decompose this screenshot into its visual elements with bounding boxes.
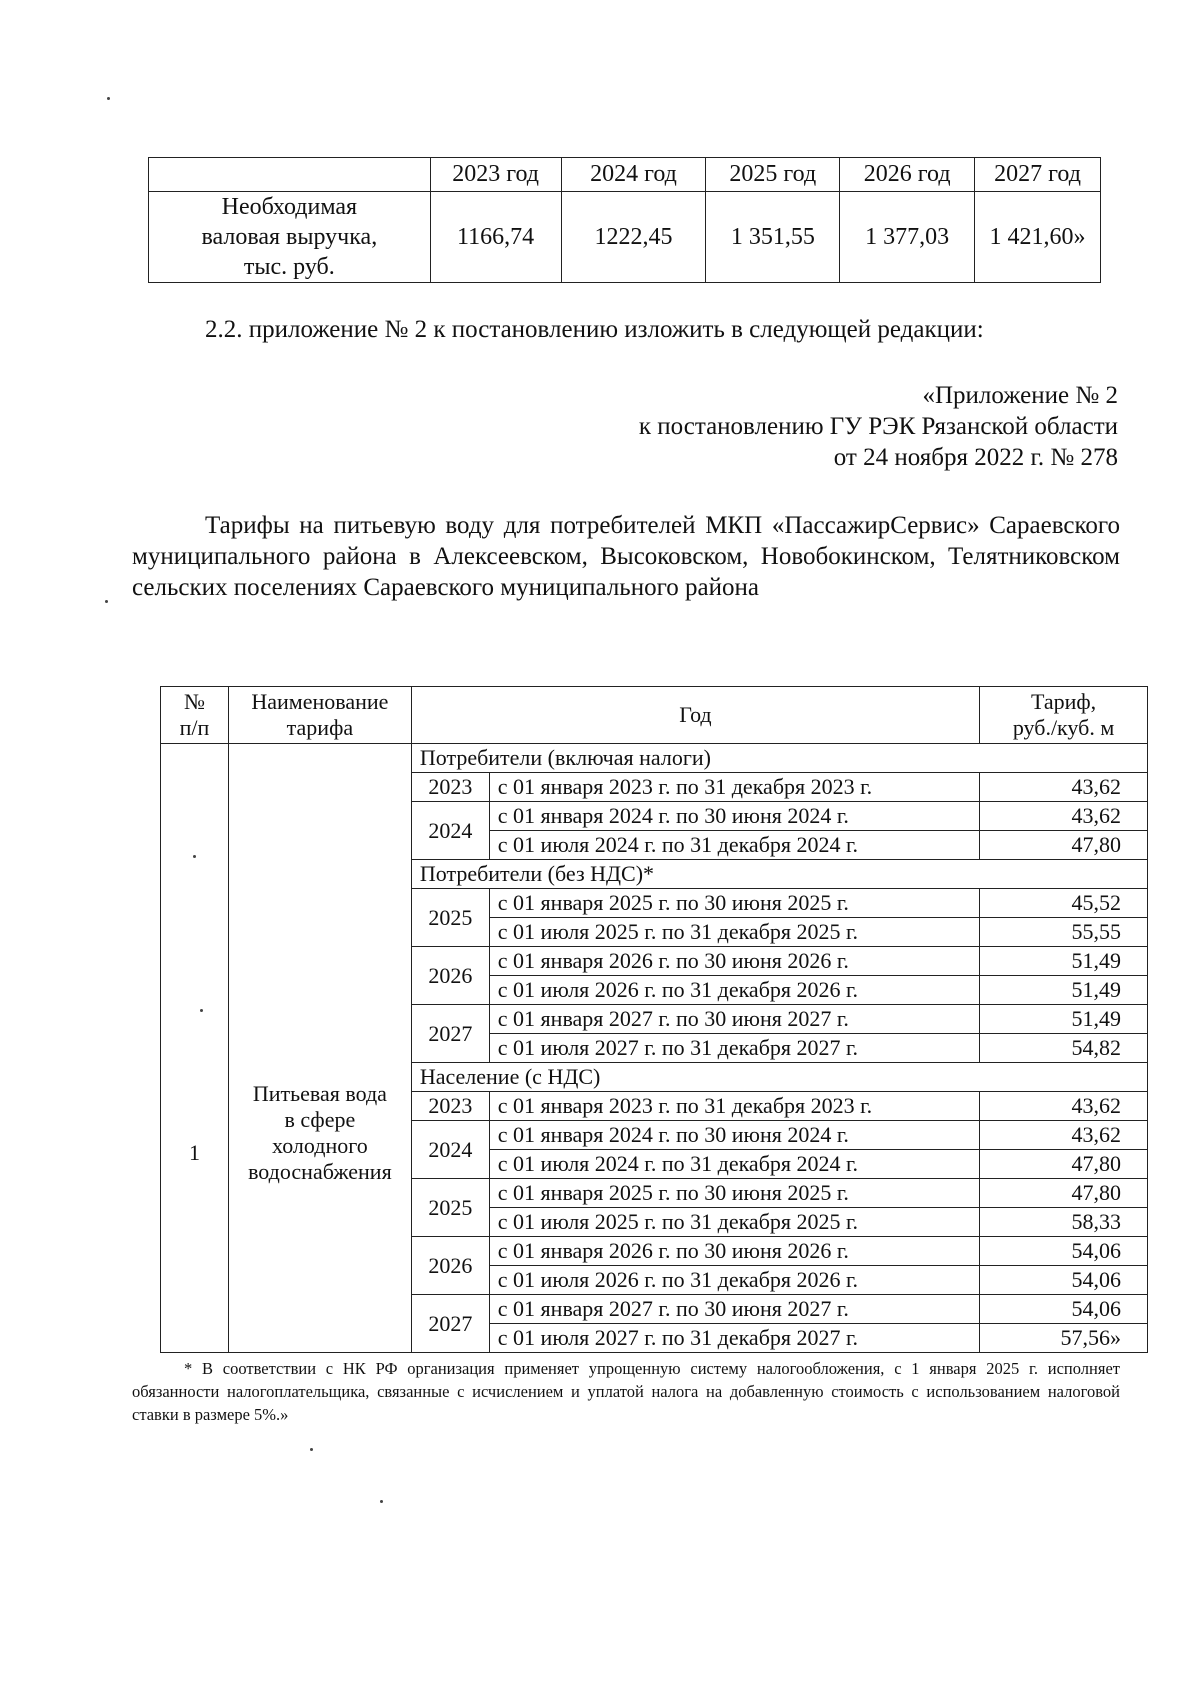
tariff-value-cell: 51,49 xyxy=(980,976,1148,1005)
tariff-name-cell xyxy=(228,744,411,1353)
tariff-value-cell: 45,52 xyxy=(980,889,1148,918)
year-cell: 2023 xyxy=(411,1092,489,1121)
tariff-value-cell: 54,06 xyxy=(980,1266,1148,1295)
tariff-value-cell: 54,06 xyxy=(980,1295,1148,1324)
tariff-name-line: в сфере xyxy=(284,1107,356,1132)
period-cell: с 01 июля 2024 г. по 31 декабря 2024 г. xyxy=(489,831,979,860)
scan-speck xyxy=(107,97,110,100)
period-cell: с 01 января 2027 г. по 30 июня 2027 г. xyxy=(489,1005,979,1034)
section-row xyxy=(161,744,1148,773)
header-num-cell xyxy=(161,687,229,744)
year-cell: 2026 xyxy=(411,1237,489,1295)
tariff-header-row xyxy=(161,687,1148,744)
period-cell: с 01 января 2024 г. по 30 июня 2024 г. xyxy=(489,1121,979,1150)
header-tariff-line: Тариф, xyxy=(1030,689,1097,714)
appendix-line: «Приложение № 2 xyxy=(922,382,1118,409)
tariff-value-cell: 51,49 xyxy=(980,1005,1148,1034)
revenue-value: 1166,74 xyxy=(430,192,561,283)
period-cell: с 01 января 2026 г. по 30 июня 2026 г. xyxy=(489,1237,979,1266)
revenue-value: 1 421,60» xyxy=(975,192,1101,283)
period-cell: с 01 января 2025 г. по 30 июня 2025 г. xyxy=(489,889,979,918)
revenue-year-header: 2023 год xyxy=(430,158,561,192)
year-cell: 2024 xyxy=(411,1121,489,1179)
year-cell: 2027 xyxy=(411,1295,489,1353)
scan-speck xyxy=(105,600,108,603)
tariff-title: Тарифы на питьевую воду для потребителей МКП «ПассажирСервис» Сараевского муниципального района в Алексеевском, Высоковском, Новобокинском, Телятниковском сельских поселениях Сараевского муниципального района xyxy=(132,512,1120,601)
scan-speck xyxy=(193,855,196,858)
period-cell: с 01 января 2023 г. по 31 декабря 2023 г. xyxy=(489,773,979,802)
period-cell: с 01 июля 2025 г. по 31 декабря 2025 г. xyxy=(489,1208,979,1237)
scan-speck xyxy=(310,1448,313,1451)
year-cell: 2026 xyxy=(411,947,489,1005)
header-num-line: № xyxy=(183,689,205,714)
revenue-table xyxy=(148,157,1101,283)
tariff-value-cell: 54,06 xyxy=(980,1237,1148,1266)
revenue-year-header: 2026 год xyxy=(840,158,975,192)
section-title: Население (с НДС) xyxy=(411,1063,1147,1092)
period-cell: с 01 июля 2025 г. по 31 декабря 2025 г. xyxy=(489,918,979,947)
revenue-label-line: Необходимая xyxy=(221,194,358,220)
header-year-cell: Год xyxy=(411,687,979,744)
revenue-year-header: 2024 год xyxy=(561,158,706,192)
header-tariff-line: руб./куб. м xyxy=(1012,715,1115,740)
revenue-header-row xyxy=(149,158,1101,192)
tariff-value-cell: 47,80 xyxy=(980,1150,1148,1179)
footnote: * В соответствии с НК РФ организация применяет упрощенную систему налогообложения, с 1 января 2025 г. исполняет обязанности налогоплательщика, связанные с исчислением и уплатой налога на добавленную стоимость с использованием налоговой ставки в размере 5%.» xyxy=(132,1359,1120,1424)
year-cell: 2025 xyxy=(411,1179,489,1237)
tariff-table xyxy=(160,686,1148,1353)
header-name-cell xyxy=(228,687,411,744)
appendix-heading xyxy=(639,380,1118,473)
header-name-line: Наименование xyxy=(251,689,389,714)
revenue-value: 1 351,55 xyxy=(706,192,840,283)
period-cell: с 01 июля 2027 г. по 31 декабря 2027 г. xyxy=(489,1324,979,1353)
tariff-table-body xyxy=(161,687,1148,1353)
scan-speck xyxy=(380,1500,383,1503)
section-title: Потребители (включая налоги) xyxy=(411,744,1147,773)
period-cell: с 01 января 2023 г. по 31 декабря 2023 г. xyxy=(489,1092,979,1121)
tariff-value-cell: 47,80 xyxy=(980,831,1148,860)
period-cell: с 01 июля 2027 г. по 31 декабря 2027 г. xyxy=(489,1034,979,1063)
revenue-value: 1222,45 xyxy=(561,192,706,283)
appendix-line: к постановлению ГУ РЭК Рязанской области xyxy=(638,413,1118,440)
period-cell: с 01 января 2027 г. по 30 июня 2027 г. xyxy=(489,1295,979,1324)
revenue-header-empty xyxy=(149,158,431,192)
revenue-year-header: 2027 год xyxy=(975,158,1101,192)
revenue-value: 1 377,03 xyxy=(840,192,975,283)
tariff-value-cell: 43,62 xyxy=(980,773,1148,802)
period-cell: с 01 июля 2026 г. по 31 декабря 2026 г. xyxy=(489,1266,979,1295)
period-cell: с 01 января 2026 г. по 30 июня 2026 г. xyxy=(489,947,979,976)
revenue-label-line: тыс. руб. xyxy=(243,254,335,280)
tariff-value-cell: 43,62 xyxy=(980,1121,1148,1150)
row-number-cell: 1 xyxy=(161,744,229,1353)
revenue-year-header: 2025 год xyxy=(706,158,840,192)
revenue-row-label xyxy=(149,192,431,283)
scan-speck xyxy=(200,1009,203,1012)
tariff-name-line: холодного xyxy=(272,1133,368,1158)
tariff-value-cell: 54,82 xyxy=(980,1034,1148,1063)
header-tariff-cell xyxy=(980,687,1148,744)
year-cell: 2025 xyxy=(411,889,489,947)
amendment-paragraph: 2.2. приложение № 2 к постановлению изложить в следующей редакции: xyxy=(205,316,984,343)
tariff-value-cell: 55,55 xyxy=(980,918,1148,947)
header-name-line: тарифа xyxy=(286,715,354,740)
appendix-line: от 24 ноября 2022 г. № 278 xyxy=(833,444,1118,471)
tariff-value-cell: 43,62 xyxy=(980,1092,1148,1121)
period-cell: с 01 июля 2024 г. по 31 декабря 2024 г. xyxy=(489,1150,979,1179)
revenue-label-line: валовая выручка, xyxy=(201,224,378,250)
tariff-value-cell: 47,80 xyxy=(980,1179,1148,1208)
tariff-name-line: Питьевая вода xyxy=(252,1081,387,1106)
section-title: Потребители (без НДС)* xyxy=(411,860,1147,889)
tariff-value-cell: 43,62 xyxy=(980,802,1148,831)
year-cell: 2024 xyxy=(411,802,489,860)
period-cell: с 01 июля 2026 г. по 31 декабря 2026 г. xyxy=(489,976,979,1005)
period-cell: с 01 января 2025 г. по 30 июня 2025 г. xyxy=(489,1179,979,1208)
tariff-value-cell: 57,56» xyxy=(980,1324,1148,1353)
tariff-value-cell: 51,49 xyxy=(980,947,1148,976)
header-num-line: п/п xyxy=(179,715,210,740)
tariff-value-cell: 58,33 xyxy=(980,1208,1148,1237)
period-cell: с 01 января 2024 г. по 30 июня 2024 г. xyxy=(489,802,979,831)
revenue-row xyxy=(149,192,1101,283)
year-cell: 2027 xyxy=(411,1005,489,1063)
tariff-name-line: водоснабжения xyxy=(248,1159,392,1184)
year-cell: 2023 xyxy=(411,773,489,802)
